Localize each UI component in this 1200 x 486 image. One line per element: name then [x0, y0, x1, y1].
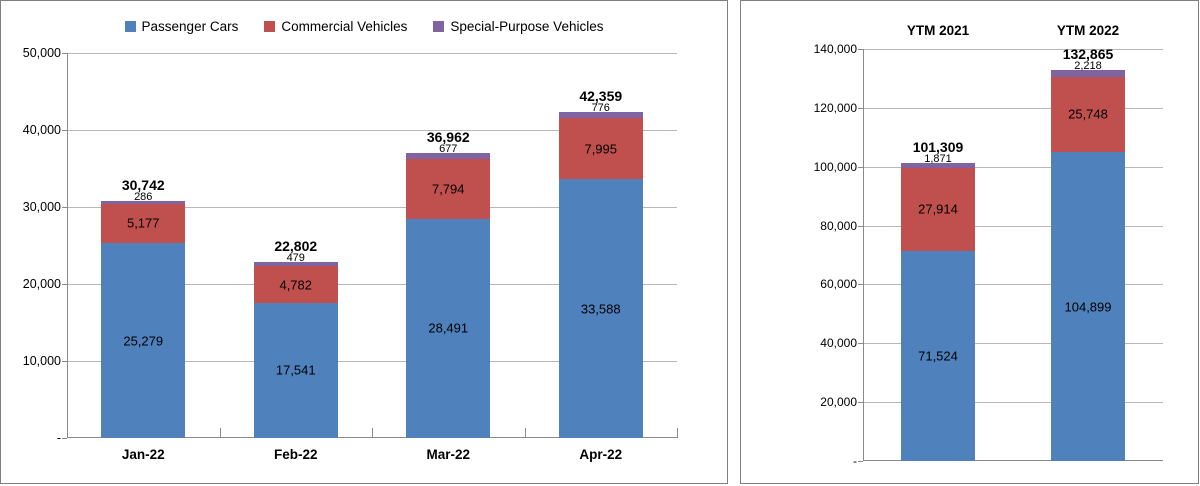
ytm-chart-panel [740, 0, 1199, 484]
x-axis-category-label: Feb-22 [273, 447, 318, 462]
bar-segment-value: 286 [134, 191, 153, 204]
bar-segment-commercial-vehicles [559, 118, 643, 180]
bar-total-label: 132,865 [1062, 46, 1114, 62]
bar-total-label: 101,309 [912, 138, 964, 155]
y-axis-tick-mark [62, 438, 67, 439]
x-axis-separator [220, 428, 221, 438]
monthly-bars [67, 53, 677, 462]
x-axis-separator [372, 428, 373, 438]
y-axis-tick-label: 10,000 [22, 354, 61, 368]
x-axis-category-label: Jan-22 [121, 447, 165, 462]
y-axis-tick-mark [62, 361, 67, 362]
x-axis-separator [525, 428, 526, 438]
bar-segment-value: 776 [591, 101, 610, 114]
y-axis-tick-mark [858, 167, 863, 168]
bar-segment-value: 7,794 [431, 181, 465, 197]
y-axis-tick-mark [858, 461, 863, 462]
y-axis-tick-mark [62, 207, 67, 208]
y-axis-tick-label: 50,000 [22, 46, 61, 60]
y-axis-tick-mark [858, 226, 863, 227]
bar-segment-value: 71,524 [918, 348, 958, 364]
bar-total-label: 30,742 [121, 177, 165, 194]
y-axis-tick-label: - [853, 454, 857, 468]
bar-segment-value: 17,541 [275, 362, 316, 378]
bar-segment-commercial-vehicles [101, 204, 185, 244]
y-axis-tick-label: 40,000 [22, 123, 61, 137]
bar-segment-passenger-cars [559, 179, 643, 438]
y-axis-tick-mark [62, 53, 67, 54]
y-axis-tick-mark [858, 49, 863, 50]
bar-segment-value: 25,748 [1068, 106, 1108, 122]
bar-segment-passenger-cars [254, 303, 338, 438]
legend-label-special-purpose-vehicles: Special-Purpose Vehicles [450, 19, 604, 34]
bar-stack [1051, 46, 1125, 461]
bar-segment-value: 1,871 [924, 152, 952, 165]
bar-segment-value: 25,279 [123, 333, 164, 349]
bar-segment-passenger-cars [101, 243, 185, 438]
bar-segment-value: 4,782 [279, 277, 313, 293]
bar-segment-value: 2,218 [1074, 60, 1102, 73]
y-axis-tick-label: 20,000 [820, 395, 857, 410]
y-axis-tick-label: 140,000 [813, 42, 857, 56]
y-axis-tick-mark [62, 130, 67, 131]
y-axis-tick-label: 60,000 [820, 277, 857, 292]
ytm-plot-area [813, 23, 1163, 468]
y-axis-tick-mark [858, 343, 863, 344]
bar-segment-passenger-cars [901, 251, 975, 461]
bar-segment-value: 677 [439, 143, 458, 156]
monthly-plot-area [22, 46, 677, 462]
bar-segment-commercial-vehicles [406, 159, 490, 219]
ytm-bars [863, 46, 1163, 461]
bar-segment-passenger-cars [1051, 152, 1125, 461]
legend-swatch-commercial-vehicles [264, 21, 275, 32]
y-axis-tick-label: 80,000 [820, 218, 857, 233]
bar-total-label: 22,802 [274, 238, 318, 255]
legend-swatch-special-purpose-vehicles [433, 21, 444, 32]
bar-segment-value: 104,899 [1064, 299, 1112, 315]
legend-item-commercial-vehicles [264, 19, 407, 34]
y-axis-tick-label: 30,000 [22, 200, 61, 214]
y-axis-tick-mark [858, 284, 863, 285]
bar-segment-value: 7,995 [584, 141, 618, 157]
y-axis-tick-mark [62, 284, 67, 285]
bar-stack [406, 129, 490, 462]
bar-segment-commercial-vehicles [254, 266, 338, 303]
legend-label-commercial-vehicles: Commercial Vehicles [281, 19, 408, 34]
bar-stack [901, 138, 975, 461]
y-axis-tick-label: - [56, 431, 61, 445]
x-axis-separator [677, 428, 678, 438]
bar-segment-value: 27,914 [918, 201, 958, 217]
bar-segment-passenger-cars [406, 219, 490, 438]
bar-stack [254, 238, 338, 462]
bar-total-label: 42,359 [579, 87, 623, 104]
bar-segment-value: 33,588 [580, 301, 621, 317]
bar-stack [559, 87, 643, 462]
legend-item-special-purpose-vehicles [433, 19, 603, 34]
x-axis-category-label: Apr-22 [579, 447, 623, 462]
bar-segment-value: 28,491 [428, 320, 469, 336]
y-axis-tick-label: 40,000 [820, 336, 857, 351]
y-axis-tick-mark [858, 402, 863, 403]
column-header: YTM 2022 [1056, 23, 1120, 38]
bar-stack [101, 177, 185, 462]
bar-segment-value: 5,177 [126, 215, 160, 231]
x-axis-category-label: Mar-22 [426, 447, 471, 462]
bar-total-label: 36,962 [426, 129, 470, 146]
legend-item-passenger-cars [125, 19, 239, 34]
y-axis-tick-label: 120,000 [813, 100, 857, 115]
column-header: YTM 2021 [906, 23, 970, 38]
legend-swatch-passenger-cars [125, 21, 136, 32]
chart-legend [1, 19, 727, 34]
bar-segment-value: 479 [286, 252, 305, 265]
legend-label-passenger-cars: Passenger Cars [141, 19, 239, 34]
y-axis-tick-label: 20,000 [22, 277, 61, 291]
y-axis-tick-label: 100,000 [813, 159, 857, 174]
bar-segment-commercial-vehicles [1051, 77, 1125, 153]
y-axis-tick-mark [858, 108, 863, 109]
bar-segment-commercial-vehicles [901, 168, 975, 250]
